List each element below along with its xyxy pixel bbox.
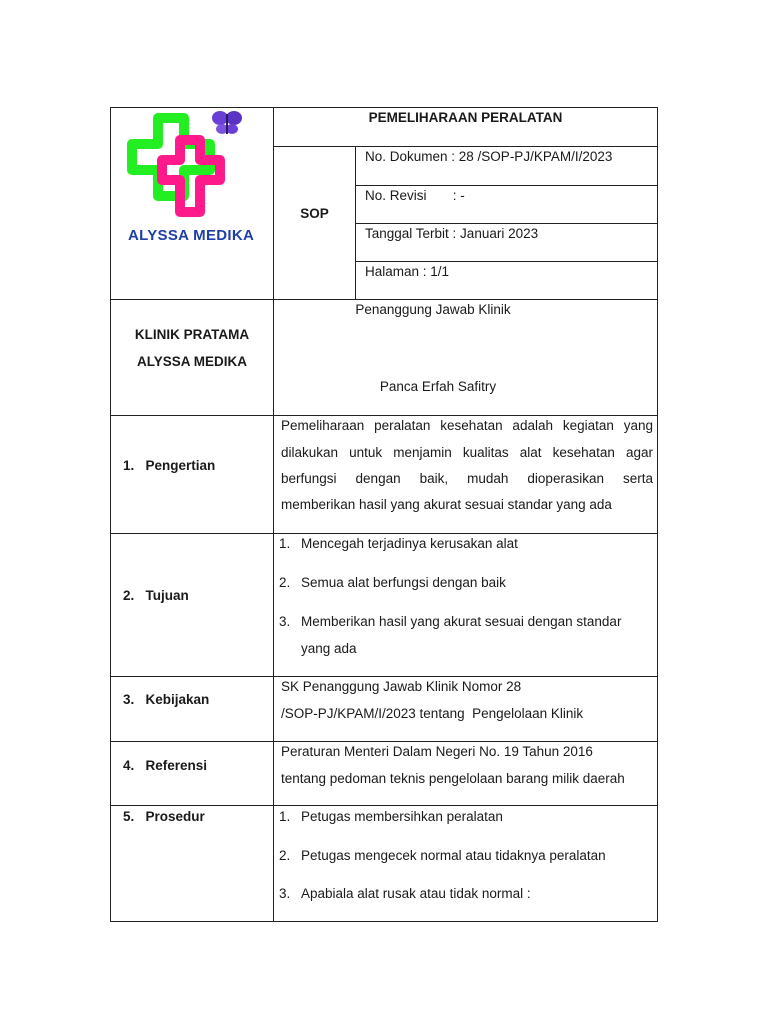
section-label-pengertian: 1. Pengertian: [123, 458, 216, 473]
title-row-divider: [273, 146, 658, 147]
tanggal-divider: [355, 261, 658, 262]
page-number: Halaman : 1/1: [365, 264, 450, 279]
pengertian-line: Pemeliharaan peralatan kesehatan adalah kegiatan yang: [281, 418, 653, 433]
kebijakan-row-divider: [110, 741, 658, 742]
table-border-right: [657, 107, 658, 922]
tujuan-row-divider: [110, 676, 658, 677]
tujuan-item-number: 2.: [279, 575, 291, 590]
clinic-row-divider: [110, 415, 658, 416]
section-label-referensi: 4. Referensi: [123, 758, 208, 773]
document-title: PEMELIHARAAN PERALATAN: [368, 110, 563, 125]
header-bottom-divider: [110, 299, 658, 300]
document-number: No. Dokumen : 28 /SOP-PJ/KPAM/I/2023: [365, 149, 613, 164]
table-column-divider: [273, 107, 274, 922]
prosedur-item-text: Apabiala alat rusak atau tidak normal :: [301, 886, 531, 901]
pengertian-line: dilakukan untuk menjamin kualitas alat kesehatan agar: [281, 445, 653, 460]
doc-no-divider: [355, 185, 658, 186]
referensi-line: Peraturan Menteri Dalam Negeri No. 19 Tahun 2016: [281, 744, 593, 759]
table-border-left: [110, 107, 111, 922]
pengertian-row-divider: [110, 533, 658, 534]
section-label-tujuan: 2. Tujuan: [123, 588, 189, 603]
revision-number: No. Revisi : -: [365, 188, 465, 203]
referensi-row-divider: [110, 805, 658, 806]
prosedur-item-number: 3.: [279, 886, 291, 901]
responsible-name: Panca Erfah Safitry: [379, 379, 497, 394]
pengertian-line: memberikan hasil yang akurat sesuai standar yang ada: [281, 497, 612, 512]
referensi-line: tentang pedoman teknis pengelolaan barang milik daerah: [281, 771, 625, 786]
tujuan-item-text: Memberikan hasil yang akurat sesuai dengan standar: [301, 614, 622, 629]
butterfly-icon: [210, 108, 246, 138]
prosedur-item-text: Petugas membersihkan peralatan: [301, 809, 503, 824]
kebijakan-line: /SOP-PJ/KPAM/I/2023 tentang Pengelolaan Klinik: [281, 706, 584, 721]
clinic-name-line1: KLINIK PRATAMA: [134, 327, 250, 342]
clinic-logo: [118, 108, 268, 248]
logo-brand-text: ALYSSA MEDIKA: [128, 227, 255, 244]
prosedur-item-text: Petugas mengecek normal atau tidaknya peralatan: [301, 848, 606, 863]
revisi-divider: [355, 223, 658, 224]
section-label-prosedur: 5. Prosedur: [123, 809, 205, 824]
prosedur-item-number: 2.: [279, 848, 291, 863]
table-border-bottom: [110, 921, 658, 922]
tujuan-item-continuation: yang ada: [301, 641, 357, 656]
tujuan-item-text: Semua alat berfungsi dengan baik: [301, 575, 506, 590]
clinic-name-line2: ALYSSA MEDIKA: [136, 354, 248, 369]
prosedur-item-number: 1.: [279, 809, 291, 824]
sop-label: SOP: [300, 206, 329, 221]
tujuan-item-number: 3.: [279, 614, 291, 629]
responsible-label: Penanggung Jawab Klinik: [355, 302, 511, 317]
tujuan-item-text: Mencegah terjadinya kerusakan alat: [301, 536, 518, 551]
section-label-kebijakan: 3. Kebijakan: [123, 692, 210, 707]
kebijakan-line: SK Penanggung Jawab Klinik Nomor 28: [281, 679, 522, 694]
issue-date: Tanggal Terbit : Januari 2023: [365, 226, 539, 241]
tujuan-item-number: 1.: [279, 536, 291, 551]
pengertian-line: berfungsi dengan baik, mudah dioperasikan serta: [281, 471, 653, 486]
